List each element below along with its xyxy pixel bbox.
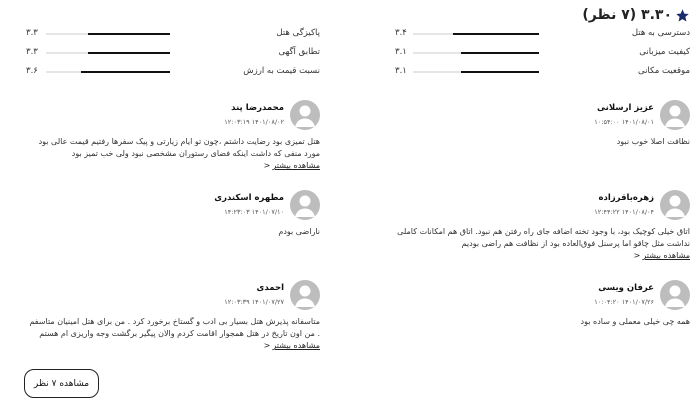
metric-bar (46, 71, 170, 73)
reviewer-name: احمدی (256, 283, 284, 293)
metric-hosting (395, 46, 690, 62)
metric-label: موقعیت مکانی (637, 66, 690, 76)
show-all-reviews-button[interactable]: مشاهده ۷ نظر (24, 369, 99, 398)
show-more-link[interactable] (264, 161, 320, 170)
metric-fill (88, 52, 170, 54)
metric-bar (413, 71, 539, 73)
metric-value-for-money (26, 65, 320, 81)
metric-fill (453, 33, 539, 35)
user-icon (290, 280, 320, 310)
metric-label: دسترسی به هتل (631, 28, 690, 38)
metric-label: تطابق آگهی (278, 47, 320, 57)
review-text: اتاق خیلی کوچیک بود، با وجود تخته اضافه جای راه رفتن هم نبود. اتاق هم امکانات کاملی نداشت مثل چاقو اما پرسنل فوق‌العاده بود از نظافت هم راضی بودیم (397, 227, 690, 248)
metric-access (395, 27, 690, 43)
chevron-left-icon: < (263, 341, 271, 350)
metric-fill (88, 33, 170, 35)
metric-bar (46, 33, 170, 35)
avatar (290, 190, 320, 220)
avatar (660, 100, 690, 130)
metric-label: نسبت قیمت به ارزش (243, 66, 320, 76)
avatar (290, 280, 320, 310)
user-icon (290, 100, 320, 130)
review-date: ۱۴۰۱/۰۷/۲۷ ۱۲:۰۳:۳۹ (224, 298, 284, 306)
metric-value: ۳.۱ (395, 66, 407, 76)
metric-value: ۳.۶ (26, 66, 38, 76)
user-icon (290, 190, 320, 220)
metric-value: ۳.۴ (395, 28, 407, 38)
avatar (290, 100, 320, 130)
reviewer-name: مطهره اسکندری (214, 193, 284, 203)
review-text: نظافت اصلا خوب نبود (616, 137, 690, 146)
review-card (26, 100, 320, 175)
review-card (395, 280, 690, 335)
star-icon (675, 8, 690, 23)
avatar (660, 190, 690, 220)
review-card (26, 190, 320, 245)
show-more-label: مشاهده بیشتر (272, 161, 320, 170)
user-icon (660, 100, 690, 130)
show-more-label: مشاهده بیشتر (272, 341, 320, 350)
chevron-left-icon: < (633, 251, 641, 260)
metric-value: ۳.۱ (395, 47, 407, 57)
review-date: ۱۴۰۱/۰۸/۰۱ ۱۰:۵۴:۰۰ (594, 118, 654, 126)
metric-value: ۳.۳ (26, 47, 38, 57)
metric-cleanliness (26, 27, 320, 43)
user-icon (660, 190, 690, 220)
review-date: ۱۴۰۱/۰۷/۲۶ ۱۰:۰۴:۲۰ (594, 298, 654, 306)
metric-bar (413, 33, 539, 35)
review-date: ۱۴۰۱/۰۷/۱۰ ۱۴:۲۳:۰۳ (224, 208, 284, 216)
review-date: ۱۴۰۱/۰۸/۰۲ ۱۲:۰۳:۱۹ (224, 118, 284, 126)
metric-bar (413, 52, 539, 54)
avatar (660, 280, 690, 310)
show-more-label: مشاهده بیشتر (642, 251, 690, 260)
reviewer-name: محمدرضا پند (231, 103, 284, 113)
review-text: ناراضی بودم (278, 227, 320, 236)
show-more-link[interactable] (634, 251, 690, 260)
rating-metrics (0, 27, 700, 87)
review-card (26, 280, 320, 355)
review-card (395, 190, 690, 265)
metric-label: پاکیزگی هتل (276, 28, 320, 38)
review-text: هتل تمیزی بود رضایت داشتم ،چون تو ایام زیارتی و پیک سفرها رفتیم قیمت عالی بود مورد منفی که داشت اینکه فضای رستوران مشخصی نبود ولی خب تمیز بود (38, 137, 320, 158)
metric-fill (81, 71, 170, 73)
user-icon (660, 280, 690, 310)
review-text: همه چی خیلی معملی و ساده بود (580, 317, 690, 326)
review-card (395, 100, 690, 155)
metric-value: ۳.۳ (26, 28, 38, 38)
chevron-left-icon: < (263, 161, 271, 170)
metric-fill (461, 52, 539, 54)
reviewer-name: زهره‌باقرزاده (598, 193, 654, 203)
overall-score: ۳.۳۰ (۷ نظر) (582, 7, 672, 23)
metric-label: کیفیت میزبانی (639, 47, 690, 57)
review-date: ۱۴۰۱/۰۸/۰۴ ۱۲:۴۴:۲۲ (594, 208, 654, 216)
show-more-link[interactable] (264, 341, 320, 350)
metric-listing-match (26, 46, 320, 62)
metric-location (395, 65, 690, 81)
reviewer-name: عرفان ویسی (598, 283, 654, 293)
review-text: متاسفانه پذیرش هتل بسیار بی ادب و گستاخ برخورد کرد . من برای هتل امینیان متاسفم . من اون تاریخ در هتل همجوار اقامت کردم والان پیگیر برگشت وجه واریزی ام هستم (29, 317, 320, 338)
metric-fill (461, 71, 539, 73)
metric-bar (46, 52, 170, 54)
reviewer-name: عزیز ارسلانی (597, 103, 654, 113)
rating-header (582, 6, 690, 24)
